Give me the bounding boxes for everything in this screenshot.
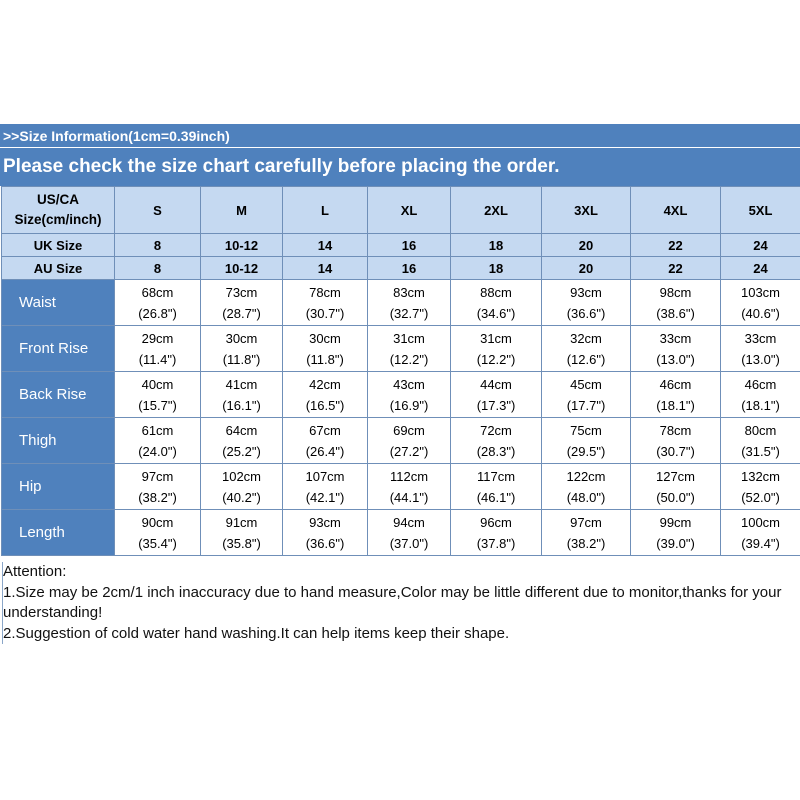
- cm-value: 73cm: [225, 284, 258, 300]
- measurement-label: Hip: [2, 464, 115, 510]
- size-info-banner: >>Size Information(1cm=0.39inch): [0, 124, 800, 148]
- measurement-cell: [631, 326, 721, 372]
- cm-value: 72cm: [480, 422, 512, 438]
- attention-title: Attention:: [3, 563, 67, 580]
- inch-value: (42.1"): [305, 489, 345, 505]
- cm-value: 107cm: [305, 468, 345, 484]
- measurement-cell: [542, 326, 631, 372]
- cm-value: 69cm: [393, 422, 425, 438]
- cm-value: 33cm: [744, 330, 777, 346]
- cm-value: 99cm: [659, 514, 692, 530]
- attention-note-1: 1.Size may be 2cm/1 inch inaccuracy due to hand measure,Color may be little different due to monitor,thanks for your understanding!: [3, 583, 782, 621]
- cm-value: 46cm: [659, 376, 692, 392]
- cm-value: 67cm: [309, 422, 341, 438]
- inch-value: (46.1"): [476, 489, 516, 505]
- measurement-cell: [115, 326, 201, 372]
- measurement-cell: [115, 464, 201, 510]
- cm-value: 127cm: [655, 468, 696, 484]
- measurement-cell: [721, 418, 800, 464]
- measurement-cell: [115, 418, 201, 464]
- inch-value: (38.2"): [566, 535, 606, 551]
- cm-value: 83cm: [393, 284, 425, 300]
- size-chart-table: [1, 186, 800, 556]
- uk-size-cell: 16: [368, 234, 451, 257]
- inch-value: (12.2"): [389, 351, 429, 367]
- cm-value: 132cm: [740, 468, 781, 484]
- attention-notes: [2, 562, 799, 644]
- uk-size-cell: 18: [451, 234, 542, 257]
- measurement-cell: [721, 326, 800, 372]
- measurement-cell: [451, 510, 542, 556]
- inch-value: (24.0"): [138, 443, 177, 459]
- measurement-cell: [368, 326, 451, 372]
- measurement-cell: [283, 326, 368, 372]
- measurement-cell: [451, 372, 542, 418]
- cm-value: 97cm: [570, 514, 602, 530]
- size-header-cell: 2XL: [451, 187, 542, 234]
- inch-value: (28.3"): [476, 443, 516, 459]
- inch-value: (52.0"): [741, 489, 780, 505]
- inch-value: (40.2"): [222, 489, 261, 505]
- cm-value: 117cm: [476, 468, 516, 484]
- inch-value: (39.4"): [741, 535, 780, 551]
- au-size-cell: 24: [721, 257, 800, 280]
- cm-value: 91cm: [225, 514, 258, 530]
- inch-value: (39.0"): [656, 535, 695, 551]
- measurement-row: [2, 464, 800, 510]
- cm-value: 94cm: [393, 514, 425, 530]
- inch-value: (16.1"): [222, 397, 261, 413]
- cm-value: 43cm: [393, 376, 425, 392]
- measurement-label: Length: [2, 510, 115, 556]
- cm-value: 90cm: [141, 514, 174, 530]
- cm-value: 41cm: [225, 376, 258, 392]
- au-size-cell: 20: [542, 257, 631, 280]
- cm-value: 80cm: [744, 422, 777, 438]
- measurement-cell: [368, 372, 451, 418]
- au-size-cell: 18: [451, 257, 542, 280]
- inch-value: (16.9"): [389, 397, 429, 413]
- measurement-cell: [451, 464, 542, 510]
- measurement-row: [2, 418, 800, 464]
- inch-value: (26.4"): [305, 443, 345, 459]
- cm-value: 98cm: [659, 284, 692, 300]
- au-size-row: [2, 257, 800, 280]
- inch-value: (11.8"): [306, 351, 344, 367]
- inch-value: (30.7"): [656, 443, 695, 459]
- attention-note-2: 2.Suggestion of cold water hand washing.It can help items keep their shape.: [3, 624, 510, 642]
- measurement-cell: [283, 510, 368, 556]
- cm-value: 64cm: [225, 422, 258, 438]
- measurement-cell: [451, 326, 542, 372]
- size-header-cell: XL: [368, 187, 451, 234]
- cm-value: 100cm: [740, 514, 781, 530]
- cm-value: 122cm: [566, 468, 606, 484]
- cm-value: 30cm: [225, 330, 258, 346]
- uk-size-cell: 14: [283, 234, 368, 257]
- measurement-cell: [201, 510, 283, 556]
- cm-value: 45cm: [570, 376, 602, 392]
- size-header-cell: 4XL: [631, 187, 721, 234]
- uk-size-cell: 8: [115, 234, 201, 257]
- inch-value: (38.6"): [656, 305, 695, 321]
- cm-value: 93cm: [570, 284, 602, 300]
- inch-value: (36.6"): [305, 535, 345, 551]
- measurement-cell: [721, 280, 800, 326]
- cm-value: 75cm: [570, 422, 602, 438]
- inch-value: (37.0"): [389, 535, 429, 551]
- inch-value: (11.8"): [222, 351, 261, 367]
- measurement-cell: [451, 418, 542, 464]
- cm-value: 88cm: [480, 284, 512, 300]
- uk-size-cell: 10-12: [201, 234, 283, 257]
- inch-value: (17.7"): [566, 397, 606, 413]
- cm-value: 96cm: [480, 514, 512, 530]
- measurement-label: Thigh: [2, 418, 115, 464]
- inch-value: (13.0"): [741, 351, 780, 367]
- measurement-cell: [631, 418, 721, 464]
- cm-value: 32cm: [570, 330, 602, 346]
- cm-value: 44cm: [480, 376, 512, 392]
- measurement-cell: [283, 280, 368, 326]
- size-header-cell: 5XL: [721, 187, 800, 234]
- size-header-cell: 3XL: [542, 187, 631, 234]
- measurement-cell: [368, 510, 451, 556]
- measurement-cell: [283, 464, 368, 510]
- measurement-row: [2, 372, 800, 418]
- inch-value: (48.0"): [566, 489, 606, 505]
- measurement-rows: [2, 280, 800, 556]
- au-size-cell: 22: [631, 257, 721, 280]
- measurement-cell: [201, 372, 283, 418]
- cm-value: 31cm: [393, 330, 425, 346]
- size-header-corner: [2, 187, 115, 234]
- measurement-cell: [115, 372, 201, 418]
- measurement-row: [2, 510, 800, 556]
- inch-value: (37.8"): [476, 535, 516, 551]
- inch-value: (30.7"): [305, 305, 345, 321]
- measurement-cell: [631, 464, 721, 510]
- measurement-cell: [115, 280, 201, 326]
- inch-value: (17.3"): [476, 397, 516, 413]
- inch-value: (27.2"): [389, 443, 429, 459]
- cm-value: 30cm: [309, 330, 341, 346]
- measurement-label: Front Rise: [2, 326, 115, 372]
- uk-size-cell: 24: [721, 234, 800, 257]
- measurement-cell: [201, 326, 283, 372]
- inch-value: (28.7"): [222, 305, 261, 321]
- measurement-cell: [451, 280, 542, 326]
- measurement-cell: [201, 464, 283, 510]
- cm-value: 78cm: [659, 422, 692, 438]
- corner-label-line2: Size(cm/inch): [14, 212, 102, 227]
- cm-value: 40cm: [141, 376, 174, 392]
- cm-value: 102cm: [221, 468, 262, 484]
- measurement-label: Waist: [2, 280, 115, 326]
- measurement-cell: [283, 418, 368, 464]
- measurement-cell: [283, 372, 368, 418]
- inch-value: (12.2"): [476, 351, 516, 367]
- measurement-cell: [542, 464, 631, 510]
- inch-value: (44.1"): [389, 489, 429, 505]
- inch-value: (32.7"): [389, 305, 429, 321]
- inch-value: (18.1"): [656, 397, 695, 413]
- measurement-cell: [631, 510, 721, 556]
- measurement-cell: [201, 280, 283, 326]
- cm-value: 46cm: [744, 376, 777, 392]
- inch-value: (40.6"): [741, 305, 780, 321]
- inch-value: (29.5"): [566, 443, 606, 459]
- inch-value: (36.6"): [566, 305, 606, 321]
- cm-value: 93cm: [309, 514, 341, 530]
- inch-value: (11.4"): [138, 351, 177, 367]
- cm-value: 112cm: [389, 468, 429, 484]
- measurement-cell: [721, 464, 800, 510]
- size-header-cell: S: [115, 187, 201, 234]
- size-header-cell: L: [283, 187, 368, 234]
- measurement-label: Back Rise: [2, 372, 115, 418]
- au-size-cell: 16: [368, 257, 451, 280]
- measurement-row: [2, 326, 800, 372]
- cm-value: 78cm: [309, 284, 341, 300]
- au-size-label: AU Size: [2, 257, 115, 280]
- inch-value: (35.4"): [138, 535, 177, 551]
- measurement-cell: [542, 510, 631, 556]
- au-size-cell: 8: [115, 257, 201, 280]
- cm-value: 31cm: [480, 330, 512, 346]
- cm-value: 103cm: [740, 284, 781, 300]
- uk-size-row: [2, 234, 800, 257]
- inch-value: (18.1"): [741, 397, 780, 413]
- cm-value: 33cm: [659, 330, 692, 346]
- measurement-cell: [542, 372, 631, 418]
- measurement-cell: [631, 280, 721, 326]
- size-header-cell: M: [201, 187, 283, 234]
- cm-value: 97cm: [141, 468, 174, 484]
- corner-label-line1: US/CA: [36, 192, 79, 207]
- measurement-cell: [631, 372, 721, 418]
- au-size-cell: 10-12: [201, 257, 283, 280]
- cm-value: 42cm: [309, 376, 341, 392]
- measurement-row: [2, 280, 800, 326]
- inch-value: (13.0"): [656, 351, 695, 367]
- inch-value: (34.6"): [476, 305, 516, 321]
- measurement-cell: [721, 372, 800, 418]
- cm-value: 29cm: [141, 330, 174, 346]
- measurement-cell: [721, 510, 800, 556]
- uk-size-cell: 20: [542, 234, 631, 257]
- measurement-cell: [201, 418, 283, 464]
- inch-value: (16.5"): [305, 397, 345, 413]
- measurement-cell: [542, 418, 631, 464]
- uk-size-label: UK Size: [2, 234, 115, 257]
- cm-value: 68cm: [141, 284, 174, 300]
- inch-value: (35.8"): [222, 535, 261, 551]
- inch-value: (26.8"): [138, 305, 177, 321]
- measurement-cell: [368, 464, 451, 510]
- cm-value: 61cm: [141, 422, 174, 438]
- inch-value: (12.6"): [566, 351, 606, 367]
- inch-value: (15.7"): [138, 397, 177, 413]
- au-size-cell: 14: [283, 257, 368, 280]
- inch-value: (50.0"): [656, 489, 695, 505]
- measurement-cell: [115, 510, 201, 556]
- size-header-row: [2, 187, 800, 234]
- measurement-cell: [542, 280, 631, 326]
- inch-value: (25.2"): [222, 443, 261, 459]
- uk-size-cell: 22: [631, 234, 721, 257]
- inch-value: (38.2"): [138, 489, 177, 505]
- measurement-cell: [368, 280, 451, 326]
- notice-banner: Please check the size chart carefully before placing the order.: [0, 148, 800, 186]
- measurement-cell: [368, 418, 451, 464]
- inch-value: (31.5"): [741, 443, 780, 459]
